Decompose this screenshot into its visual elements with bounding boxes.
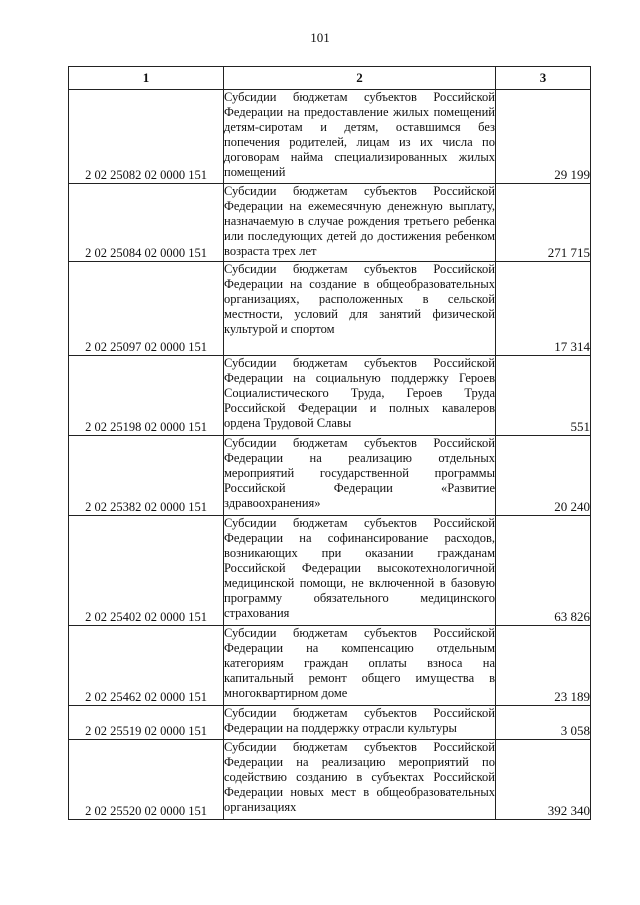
- subsidy-description: Субсидии бюджетам субъектов Российской Федерации на реализацию мероприятий по содействию созданию в субъектах Российской Федерации новых мест в общеобразовательных организациях: [224, 740, 496, 820]
- subsidy-amount: 17 314: [496, 262, 591, 356]
- subsidy-description: Субсидии бюджетам субъектов Российской Федерации на поддержку отрасли культуры: [224, 706, 496, 740]
- budget-code: 2 02 25097 02 0000 151: [69, 262, 224, 356]
- subsidy-amount: 20 240: [496, 436, 591, 516]
- budget-code: 2 02 25402 02 0000 151: [69, 516, 224, 626]
- table-row: [69, 626, 591, 706]
- budget-code: 2 02 25084 02 0000 151: [69, 184, 224, 262]
- subsidy-description: Субсидии бюджетам субъектов Российской Федерации на предоставление жилых помещений детям-сиротам и детям, оставшимся без попечения родителей, лицам из их числа по договорам найма специализированных жилых помещений: [224, 90, 496, 184]
- subsidy-description: Субсидии бюджетам субъектов Российской Федерации на софинансирование расходов, возникающих при оказании гражданам Российской Федерации высокотехнологичной медицинской помощи, не включенной в базовую программу обязательного медицинского страхования: [224, 516, 496, 626]
- column-header-amount: 3: [496, 67, 591, 90]
- table-row: [69, 262, 591, 356]
- subsidy-description: Субсидии бюджетам субъектов Российской Федерации на социальную поддержку Героев Социалистического Труда, Героев Труда Российской Федерации и полных кавалеров ордена Трудовой Славы: [224, 356, 496, 436]
- budget-code: 2 02 25462 02 0000 151: [69, 626, 224, 706]
- table-row: [69, 706, 591, 740]
- subsidy-amount: 3 058: [496, 706, 591, 740]
- table-header-row: [69, 67, 591, 90]
- column-header-code: 1: [69, 67, 224, 90]
- column-header-description: 2: [224, 67, 496, 90]
- subsidy-description: Субсидии бюджетам субъектов Российской Федерации на ежемесячную денежную выплату, назначаемую в случае рождения третьего ребенка или последующих детей до достижения ребенком возраста трех лет: [224, 184, 496, 262]
- subsidy-amount: 23 189: [496, 626, 591, 706]
- table-row: [69, 90, 591, 184]
- subsidy-amount: 271 715: [496, 184, 591, 262]
- budget-code: 2 02 25520 02 0000 151: [69, 740, 224, 820]
- table-row: [69, 184, 591, 262]
- table-row: [69, 516, 591, 626]
- subsidy-description: Субсидии бюджетам субъектов Российской Федерации на компенсацию отдельным категориям граждан оплаты взноса на капитальный ремонт общего имущества в многоквартирном доме: [224, 626, 496, 706]
- subsidy-description: Субсидии бюджетам субъектов Российской Федерации на реализацию отдельных мероприятий государственной программы Российской Федерации «Развитие здравоохранения»: [224, 436, 496, 516]
- budget-code: 2 02 25382 02 0000 151: [69, 436, 224, 516]
- table-row: [69, 740, 591, 820]
- subsidy-amount: 63 826: [496, 516, 591, 626]
- subsidy-description: Субсидии бюджетам субъектов Российской Федерации на создание в общеобразовательных организациях, расположенных в сельской местности, условий для занятий физической культурой и спортом: [224, 262, 496, 356]
- subsidy-amount: 551: [496, 356, 591, 436]
- subsidy-amount: 29 199: [496, 90, 591, 184]
- budget-code: 2 02 25198 02 0000 151: [69, 356, 224, 436]
- subsidy-amount: 392 340: [496, 740, 591, 820]
- page-number: 101: [310, 30, 330, 45]
- table-row: [69, 436, 591, 516]
- budget-code: 2 02 25082 02 0000 151: [69, 90, 224, 184]
- budget-subsidies-table: [68, 66, 591, 820]
- budget-code: 2 02 25519 02 0000 151: [69, 706, 224, 740]
- table-row: [69, 356, 591, 436]
